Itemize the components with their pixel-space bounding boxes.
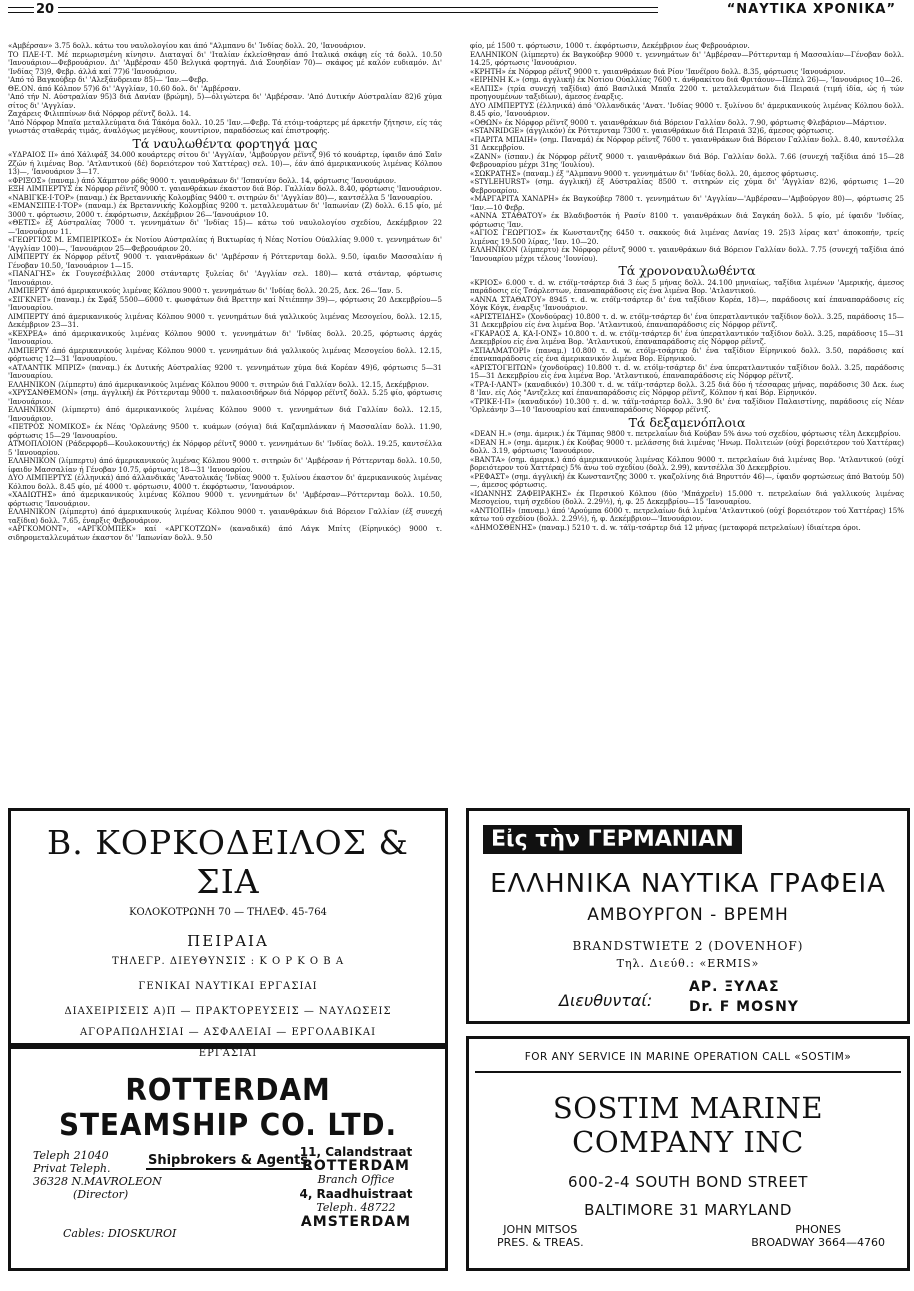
- ad-germany-telegraph: Τηλ. Διεύθ.: «ERMIS»: [616, 957, 760, 970]
- ad-rotterdam-name: ROTTERDAM STEAMSHIP CO. LTD.: [58, 1073, 398, 1143]
- ad-korkodeilos-services-3: ΑΓΟΡΑΠΩΛΗΣΙΑΙ — ΑΣΦΑΛΕΙΑΙ — ΕΡΓΟΛΑΒΙΚΑΙ: [79, 1027, 377, 1038]
- time-charter-entry: «ΑΝΝΑ ΣΤΑΘΑΤΟΥ» 8945 τ. d. w. ετόϊμ-τσάρτερ δι' ένα ταξίδιον Κορέα, 18)—, παράδοσις καί έπαναπαράδοσις είς Χόγκ Κόγκ, έναρξις 'Ιανουάριον.: [470, 294, 904, 312]
- charter-entry: «ΓΕΩΡΓΙΟΣ Μ. ΕΜΠΕΙΡΙΚΟΣ» έκ Νοτίου Αύστραλίας ή Βικτωρίας ή Νέας Νοτίου Ούαλλίας 9.000 τ. γεννημάτων δι' 'Αγγλίαν 100)—, 'Ιανουάριον 25—Φεβρουάριον 20.: [8, 235, 442, 253]
- charter-entry: «ΑΤΛΑΝΤΙΚ ΜΠΡΙΖ» (παναμ.) έκ Δυτικής Αύστραλίας 9200 τ. γεννημάτων χύμα διά Κορέαν 49)6, φόρτωσις 5—31 'Ιανουαρίου.: [8, 362, 442, 380]
- ad-rotterdam-contact-line: 36328 N.MAVROLEON: [33, 1175, 162, 1188]
- ad-rotterdam-office1-city: ROTTERDAM: [302, 1158, 410, 1174]
- ad-sostim-phones-number: BROADWAY 3664—4760: [751, 1236, 885, 1249]
- left-column: [8, 42, 442, 542]
- market-report-paragraph: «Αμβέρσαν» 3.75 δολλ. κάτω του ναυλολογίου και άπό "Αλμπανυ δι' Ίνδίας δολλ. 20, 'Ιανουάριον.: [8, 41, 366, 50]
- ad-germany-offices-title: ΕΛΛΗΝΙΚΑ ΝΑΥΤΙΚΑ ΓΡΑΦΕΙΑ: [490, 869, 886, 899]
- time-charter-entries: [470, 279, 904, 415]
- tanker-entry: «ΒΑΝΤΑ» (σημ. άμερικ.) άπό άμερικανικούς λιμένας Κόλπου 9000 τ. πετρελαίων διά λιμένας Βορ. 'Ατλαντικού (ούχί βορειότερον τού Χαττέρας) 5% άνω τού σχεδίου (δολλ. 2.99), καντσέλλα 30 Δεκεμβρίου.: [470, 454, 904, 472]
- charter-entry: «ΧΑΔΙΩΤΗΣ» άπό άμερικανικούς λιμένας Κόλπου 9000 τ. γεννημάτων δι' 'Αμβέρσαν—Ρόττερνταμ δολλ. 10.50, φόρτωσις 'Ιανουάριον.: [8, 490, 442, 508]
- ad-sostim-divider: [475, 1071, 901, 1073]
- ad-korkodeilos-name: Β. ΚΟΡΚΟΔΕΙΛΟΣ & ΣΙΑ: [47, 823, 409, 901]
- ad-sostim-address: 600-2-4 SOUTH BOND STREET: [568, 1173, 808, 1191]
- ad-germany-director-2: Dr. F MOSNY: [689, 999, 799, 1015]
- ad-germany-director-1: ΑΡ. ΞΥΛΑΣ: [689, 979, 780, 995]
- charter-entry: ΑΤΜΟΠΛΟΙΟΝ (Ράδερφορδ—Κουλοκουντής) έκ Νόρφορ ρέϊντζ 9000 τ. γεννημάτων δι' 'Ινδίας δολλ. 19.25, καντσέλλα 5 'Ιανουαρίου.: [8, 439, 442, 457]
- charter-entry: ΕΞΗ ΛΙΜΠΕΡΤΥΣ έκ Νόρφορ ρέϊντζ 9000 τ. γαιανθράκων έκαστον διά Βόρ. Γαλλίαν δολλ. 8.40, φόρτωσις 'Ιανουάριον.: [8, 184, 442, 193]
- ad-korkodeilos-city: ΠΕΙΡΑΙΑ: [187, 932, 269, 950]
- charter-entry: ΕΛΛΗΝΙΚΟΝ (λίμπερτυ) έκ Βαγκούβερ 9000 τ. γεννημάτων δι' 'Αμβέρσαν—Ρόττερνταμ ή Μασσαλίαν—Γένοβαν δολλ. 14.25, φόρτωσις 'Ιανουάριον.: [470, 49, 904, 67]
- ad-sostim-phones-label: PHONES: [795, 1223, 841, 1236]
- time-charter-entry: «ΓΚΑΡΑΟΣ Α. ΚΑ·Ι·ΟΝΣ» 10.800 τ. d. w. ετόϊμ-τσάρτερ δι' ένα ύπερατλαντικόν ταξίδιον δολλ. 3.25, παράδοσις 15—31 Δεκεμβρίου είς ένα λιμένα Βορ. 'Ατλαντικού, έπαναπαράδοσις είς Νόρφορ ρέϊντζ.: [470, 328, 904, 346]
- tanker-entry: «DEAN H.» (σημ. άμερικ.) έκ Τάμπας 9800 τ. πετρελαίων διά Κούβαν 5% άνω τού σχεδίου, φόρτωσις τέλη Δεκεμβρίου.: [470, 429, 901, 438]
- market-report-paragraph: ΤΟ ΠΛΕ·Ι·Τ. Μέ περιωρισμένη κίνησιν. Διαταγαί δι' 'Ιταλίαν έκλείσθησαν άπό Ιταλικά σκάφη είς τά δολλ. 10.50 'Ιανουάριον—Φεβρουάριον. Δι' 'Αμβέρσαν 450 Βελγικά φορτηγά. Διά Σουηδίαν 70)— σκάφος μέ καλόν ευδιαμόν. Δι' 'Ινδίας 73)9, Φεβρ. άλλά καί 77)6 'Ιανουάριον.: [8, 49, 442, 76]
- time-charter-entry: «ΑΡΙΣΤΕΙΔΗΣ» (Χονδούρας) 10.800 τ. d. w. ετόϊμ-τσάρτερ δι' ένα ύπερατλαντικόν ταξίδιον δολλ. 3.25, παράδοσις 15—31 Δεκεμβρίου είς ένα λιμένα Βορ. 'Ατλαντικού, έπαναπαράδοσις είς Νόρφορ ρέϊντζ.: [470, 311, 904, 329]
- section-title-tankers: Τά δεξαμενόπλοια: [628, 414, 746, 430]
- tanker-entry: «ΙΩΑΝΝΗΣ ΖΑΦΕΙΡΑΚΗΣ» έκ Περσικού Κόλπου (δύο 'Μπάχρεϊν) 15.000 τ. πετρελαίων διά γαλλικούς λιμένας Μεσογείου, τιμή σχεδίου (δολλ. 2.29½), ή, φ. 25 Δεκεμβρίου—15 'Ιανουαρίου.: [470, 488, 904, 506]
- charter-entry: ΛΙΜΠΕΡΤΥ άπό άμερικανικούς λιμένας Κόλπου 9000 τ. γεννημάτων διά γαλλικούς λιμένας Μεσογείου δολλ. 12.15, φόρτωσις 12—31 'Ιανουαρίου.: [8, 345, 442, 363]
- tanker-entries: [470, 430, 904, 532]
- ad-germany-offices: [466, 808, 910, 1024]
- ad-rotterdam-office2-tel: Teleph. 48722: [316, 1201, 396, 1214]
- charter-entry: ΕΛΛΗΝΙΚΟΝ (λίμπερτυ) άπό άμερικανικούς λιμένας Κόλπου 9000 τ. γεννημάτων διά Γαλλίαν δολλ. 12.15, 'Ιανουάριον.: [8, 405, 442, 423]
- charter-entry: ΕΛΛΗΝΙΚΟΝ (λίμπερτυ) άπό άμερικανικούς λιμένας Κόλπου 9000 τ. σιτηρών δι' 'Αμβέρσαν ή Ρόττερνταμ δολλ. 10.50, ίφαιδν Μασσαλίαν ή Γένοβαν 10.75, φόρτωσις 18—31 'Ιανουαρίου.: [8, 456, 442, 474]
- left-intro-block: [8, 42, 442, 136]
- ad-sostim-name: SOSTIM MARINE COMPANY INC: [552, 1091, 824, 1159]
- charter-entry: «ΝΑΒΙΓΚΕ·Ι·ΤΟΡ» (παναμ.) έκ Βρεταννικής Κολομβίας 9400 τ. σιτηρών δι' 'Αγγλίαν 80)—, καντσέλλα 5 'Ιανουαρίου.: [8, 192, 433, 202]
- right-intro-block: [470, 42, 904, 263]
- charter-entry: φίο, μέ 1500 τ. φόρτωσιν, 1000 τ. έκφόρτωσιν, Δεκέμβριον έως Φεβρουάριον.: [470, 41, 750, 50]
- charter-entry: «ΧΡΥΣΑΝΘΕΜΟΝ» (σημ. άγγλική) έκ Ρόττερνταμ 9000 τ. παλαιοσιδήρων διά Νόρφορ ρέϊντζ δολλ. 5.25 φίο, φόρτωσις 'Ιανουάριον.: [8, 388, 442, 406]
- charter-entry: «ΟΘΩΝ» έκ Νόρφορ ρέϊντζ 9000 τ. γαιανθράκων διά Βόρειον Γαλλίαν δολλ. 7.90, φόρτωσις Φλεβάριον—Μάρτιον.: [470, 117, 887, 127]
- time-charter-entry: «ΑΡΙΣΤΟΓΕΙΤΩΝ» (χονδούρας) 10.800 τ. d. w. ετόϊμ-τσάρτερ δι' ένα ύπερατλαντικόν ταξίδιον δολλ. 3.25, παράδοσις 15—31 Δεκεμβρίου είς ένα λιμένα Βορ. 'Ατλαντικού, έπαναπαράδοσις είς Νόρφορ ρέϊντζ.: [470, 362, 904, 380]
- tanker-entry: «DEAN H.» (σημ. άμερικ.) έκ Κούβας 9000 τ. μελάσσης διά λιμένας 'Ηνωμ. Πολιτειών (ούχί βορειότερον τού Χαττέρας) δολλ. 3.19, φόρτωσις 'Ιανουάριον.: [470, 437, 904, 455]
- charter-entry: ΕΛΛΗΝΙΚΟΝ (λίμπερτυ) άπό άμερικανικούς λιμένας Κόλπου 9000 τ. σιτηρών διά Γαλλίαν δολλ. 12.15, Δεκέμβριον.: [8, 379, 429, 389]
- publication-title: “ΝΑΥΤΙΚΑ ΧΡΟΝΙΚΑ”: [726, 2, 896, 17]
- charter-entry: «ΜΑΡΓΑΡΙΤΑ ΧΑΝΔΡΗ» έκ Βαγκούβερ 7800 τ. γεννημάτων δι' 'Αγγλίαν—'Αμβέρσαν—'Αμβούργον 80)—, φόρτωσις 25 'Ιαν.—10 Φεβρ.: [470, 194, 904, 212]
- charter-entry: «ΚΕΧΡΕΑ» άπό άμερικανικούς λιμένας Κόλπου 9000 τ. γεννημάτων δι' 'Ινδίας δολλ. 20.25, φόρτωσις άρχάς 'Ιανουαρίου.: [8, 328, 442, 346]
- charter-entry: «STANRIDGE» (άγγλικόν) έκ Ρόττερνταμ 7300 τ. γαιανθράκων διά Πειραιά 32)6, άμεσος φόρτωσις.: [470, 126, 834, 135]
- charter-entry: «ΕΙΡΗΝΗ Κ.» (σημ. άγγλική) έκ Νοτίου Ούαλλίας 7600 τ. άνθρακίτου διά Φριτάουν—Πέπελ 26)—, 'Ιανουάριος 10—26.: [470, 75, 903, 84]
- charter-entry: «ΠΑΝΑΓΗΣ» έκ Γουγεσέβιλλας 2000 στάνταρτς ξυλείας δι' 'Αγγλίαν σελ. 180)— κατά στάνταρ, φόρτωσις 'Ιανουάριον.: [8, 269, 442, 287]
- charter-entry: «ΣΙΓΚΝΕΤ» (παναμ.) έκ Σφάξ 5500—6000 τ. φωσφάτων διά Βρεττην καί Ντιέππην 39)—, φόρτωσις 20 Δεκεμβρίου—5 'Ιανουαρίου.: [8, 294, 442, 312]
- market-report-paragraph: Ζαχάρεις Φιλιππίνων διά Νόρφορ ρέϊντζ δολλ. 14.: [8, 109, 192, 118]
- tanker-entry: «ΡΕΦΑΣΤ» (σημ. άγγλική) έκ Κωνσταντζης 3000 τ. γκαζολίνης διά Βηρυττόν 46)—, ίφαιδν φορτώσεως άπό Βατούμ 50)—, άμεσος φόρτωσις.: [470, 471, 904, 489]
- ad-korkodeilos-telegraph: ΤΗΛΕΓΡ. ΔΙΕΥΘΥΝΣΙΣ : Κ Ο Ρ Κ Ο Β Α: [111, 956, 345, 967]
- ad-korkodeilos-services-4: ΕΡΓΑΣΙΑΙ: [198, 1048, 258, 1059]
- header-rule-center: [58, 7, 658, 13]
- tanker-entry: «ΔΗΜΟΣΘΕΝΗΣ» (παναμ.) 5210 τ. d. w. τάϊμ-τσάρτερ διά 12 μήνας (μεταφορά πετρελαίων) ίδιαίτερα όροι.: [470, 522, 861, 532]
- page-number: 20: [36, 2, 55, 17]
- ad-korkodeilos-services-1: ΓΕΝΙΚΑΙ ΝΑΥΤΙΚΑΙ ΕΡΓΑΣΙΑΙ: [138, 981, 318, 992]
- tanker-entry: «ΑΝΤΙΟΠΗ» (παναμ.) άπό 'Αρούμπα 6000 τ. πετρελαίων διά λιμένα 'Ατλαντικού (ούχί βορειότερον τού Χαττέρας) 15% κάτω τού σχεδίου (δολλ. 2.29½), ή, φ. Δεκέμβριον—'Ιανουάριον.: [470, 505, 904, 523]
- ad-rotterdam-contact: [33, 1149, 176, 1240]
- ad-sostim-person: [497, 1223, 584, 1249]
- charter-entry: «STYLEHURST» (σημ. άγγλική) έξ Αύστραλίας 8500 τ. σιτηρών είς χύμα δι' 'Αγγλίαν 82)6, φόρτωσις 1—20 Φεβρουαρίου.: [470, 177, 904, 195]
- ad-korkodeilos-address: ΚΟΛΟΚΟΤΡΩΝΗ 70 — ΤΗΛΕΦ. 45-764: [129, 907, 327, 918]
- ad-rotterdam-contact-line: Teleph 21040: [33, 1149, 109, 1162]
- charter-entry: «ΠΑΡΙΤΑ ΜΠΑΙΗ» (σημ. Παναμά) έκ Νόρφορ ρέϊντζ 7600 τ. γαιανθράκων διά Βόρειον Γαλλίαν δολλ. 8.40, καντσέλλα 31 Δεκεμβρίου.: [470, 134, 904, 152]
- ad-rotterdam-subtitle: Shipbrokers & Agents: [147, 1153, 309, 1168]
- ad-korkodeilos-services-2: ΔΙΑΧΕΙΡΙΣΕΙΣ Α)Π — ΠΡΑΚΤΟΡΕΥΣΕΙΣ — ΝΑΥΛΩΣΕΙΣ: [64, 1006, 392, 1017]
- charter-entry: ΛΙΜΠΕΡΤΥ άπό άμερικανικούς λιμένας Κόλπου 9000 τ. γεννημάτων δι' 'Ινδίας δολλ. 20.25, Δεκ. 26—'Ιαν. 5.: [8, 286, 403, 295]
- ad-sostim-person-role: PRES. & TREAS.: [497, 1236, 584, 1249]
- ad-sostim-top-line: FOR ANY SERVICE IN MARINE OPERATION CALL «SOSTIM»: [524, 1051, 852, 1063]
- charter-entry: «ΑΓΙΟΣ ΓΕΩΡΓΙΟΣ» έκ Κωνσταντζης 6450 τ. σακκούς διά λιμένας Δανίας 19. 25)3 λίρας κατ' άποκοπήν, τρείς λιμένας 19.500 λίρας, 'Ιαν. 10—20.: [470, 228, 904, 246]
- charter-entry: «ΑΝΝΑ ΣΤΑΘΑΤΟΥ» έκ Βλαδιβοστόκ ή Ρασίν 8100 τ. γαιανθράκων διά Σαγκάη δολλ. 5 φίο, μέ ίφαιδν 'Ινδίας, φόρτωσις 'Ιαν.: [470, 211, 904, 229]
- time-charter-entry: «ΣΠΑΛΜΑΤΟΡΙ» (παναμ.) 10.800 τ. d. w. ετόϊμ-τσάρτερ δι' ένα ταξίδιον Είρηνικού δολλ. 3.50, παράδοσις καί έπαναπαράδοσις είς ένα άμερικανικόν λιμένα Βορ. Είρηνικού.: [470, 345, 904, 363]
- ad-rotterdam-office2-city: AMSTERDAM: [300, 1214, 412, 1230]
- ad-germany-headline: Εἰς τὴν ΓΕΡΜΑΝΙΑΝ: [483, 825, 742, 854]
- ad-sostim-marine: [466, 1036, 910, 1271]
- ad-germany-directors-label: Διευθυνταί:: [559, 991, 653, 1010]
- market-report-paragraph: 'Από τήν Ν. Αύστραλίαν 95)3 διά Δανίαν (βρώμη), 5)—όλιγώτερα δι' 'Αμβέρσαν. 'Από Δυτικήν Αύστραλίαν 82)6 χύμα σίτος δι' 'Αγγλίαν.: [8, 92, 442, 110]
- ad-germany-cities: ΑΜΒΟΥΡΓΟΝ - ΒΡΕΜΗ: [587, 905, 789, 925]
- market-report-paragraph: 'Από τό Βαγκούβερ δι' 'Αλεξάνδρειαν 85)— 'Ιαν.—Φεβρ.: [8, 75, 209, 84]
- ad-sostim-person-name: JOHN MITSOS: [503, 1223, 578, 1236]
- ad-germany-address: BRANDSTWIETE 2 (DOVENHOF): [572, 939, 804, 953]
- charter-entry: ΔΥΟ ΛΙΜΠΕΡΤΥΣ (έλληνικά) άπό άλλανδικάς 'Ανατολικάς 'Ινδίας 9000 τ. ξυλίνου έκαστον δι' άμερικανικούς λιμένας Κόλπου δολλ. 8.45 φίο, μέ 4000 τ. φόρτωσιν, 4000 τ. έκφόρτωσιν, 'Ιανουάριον.: [8, 473, 442, 491]
- time-charter-entry: «ΤΡΙΚΕ·Ι·Π» (καναδικόν) 10.300 τ. d. w. τάϊμ-τσάρτερ δολλ. 3.90 δι' ένα ταξίδιον Παλαιστίνης, παράδοσις είς Νέαν 'Ορλεάνην 3—10 'Ιανουαρίου καί έπαναπαράδοσις Νόρφορ ρέϊντζ.: [470, 396, 904, 414]
- time-charter-entry: «ΚΡΙΟΣ» 6.000 τ. d. w. ετόϊμ-τσάρτερ διά 3 έως 5 μήνας δολλ. 24.100 μηνιαίως, ταξίδια λιμένων 'Αμερικής, άμεσος παράδοσις είς Τσάρλεστων, έπαναπαράδοσις είς ένα λιμένα Βορ. 'Ατλαντικού.: [470, 277, 904, 295]
- ad-rotterdam-contact-line: (Director): [73, 1188, 129, 1201]
- charter-entry: «ΥΔΡΑΙΟΣ ΙΙ» άπό Χάλιφάξ 34.000 κουάρτερς σίτου δι' 'Αγγλίαν, 'Αμβούργον ρέϊντζ 9)6 τό κουάρτερ, ίφαιδν άπό Σαϊν Ζζών ή λιμένας Βορ. 'Ατλαντικού (δέ) δορειότερον τού Χαττέρας) σελ. 10)—, έάν άπό άμερικανικούς λιμένας Κόλπου 13)—, 'Ιανουάριον 3—17.: [8, 150, 442, 176]
- time-charter-entry: «ΤΡΑ·Ι·ΛΑΝΤ» (καναδικόν) 10.300 τ. d. w. τάϊμ-τσάρτερ δολλ. 3.25 διά δύο ή τέσσαρας μήνας, παράδοσις 30 Δεκ. έως 8 'Ιαν. είς Λός "Αντζελες καί έπαναπαράδοσις είς Νόρφορ ρέϊντζ, Κόλπον ή καί Βόρ. Είρηνικόν.: [470, 379, 904, 397]
- charter-entry: «ΘΕΤΙΣ» έξ Αύστραλίας 7000 τ. γεννημάτων δι' 'Ινδίας 15)— κάτω τού ναυλολογίου σχεδίου, Δεκέμβριον 22—'Ιανουάριον 11.: [8, 218, 442, 236]
- charter-entry: ΕΛΛΗΝΙΚΟΝ (λίμπερτυ) άπό άμερικανικούς λιμένας Κόλπου 9000 τ. γαιανθράκων διά Βόρειον Γαλλίαν (έξ συνεχή ταξίδια) δολλ. 7.65, έναρξις Φεβρουάριον.: [8, 507, 442, 525]
- charter-entry: «ΕΜΑΝΣΙΠΕ·Ι·ΤΟΡ» (παναμ.) έκ Βρεταννικής Κολομβίας 9200 τ. μεταλλευμάτων δι' 'Ιαπωνίαν (Ζ) δολλ. 6.15 φίο, μέ 3000 τ. φόρτωσιν, 2000 τ. έκφόρτωσιν, Δεκέμβριον 26—'Ιανουάριον 10.: [8, 201, 442, 219]
- ad-rotterdam-steamship: [8, 1046, 448, 1271]
- charter-entry: «ΚΡΗΤΗ» έκ Νόρφορ ρέϊντζ 9000 τ. γαιανθράκων διά Ρίον 'Ιανέϊρου δολλ. 8.35, φόρτωσις 'Ιανουάριον.: [470, 66, 846, 76]
- section-title-chartered-cargo: Τά ναυλωθέντα φορτηγά μας: [132, 135, 318, 151]
- charter-entry: «ΖΑΝΝ» (ίσπαν.) έκ Νόρφορ ρέϊντζ 9000 τ. γαιανθράκων διά Βόρ. Γαλλίαν δολλ. 7.66 (συνεχή ταξίδια άπό 15—28 Φεβρουαρίου μέχρι 31ης 'Ιουλίου).: [470, 151, 904, 169]
- market-report-paragraph: ΘΕ.ΟΝ. άπό Κόλπον 57)6 δι' 'Αγγλίαν, 10.60 δολ. δι' 'Αμβέρσαν.: [8, 83, 241, 93]
- charter-entry: «ΑΡΓΚΟΜΟΝΤ», «ΑΡΓΚΟΜΠΕΚ» καί «ΑΡΓΚΟΤΖΩΝ» (καναδικά) άπό Λάγκ Μπίτς (Είρηνικός) 9000 τ. σιδηρομεταλλευμάτων έκαστον δι' 'Ιαπωνίαν δολλ. 9.50: [8, 524, 442, 542]
- page-header: [0, 0, 914, 22]
- ad-sostim-city: BALTIMORE 31 MARYLAND: [584, 1201, 792, 1219]
- ad-rotterdam-office1-street: 11, Calandstraat: [299, 1145, 413, 1159]
- right-column: [470, 42, 904, 532]
- ad-rotterdam-cables: Cables: DIOSKUROI: [63, 1227, 177, 1240]
- ad-rotterdam-offices: [281, 1145, 431, 1229]
- charter-entry: «ΠΕΤΡΟΣ ΝΟΜΙΚΟΣ» έκ Νέας 'Ορλεάνης 9500 τ. κυάμων (σόγια) διά Καζαμπλάνκαν ή Μασσαλίαν δολλ. 11.90, φόρτωσις 15—29 'Ιανουαρίου.: [8, 422, 442, 440]
- ad-sostim-phones: [751, 1223, 885, 1249]
- market-report-paragraph: 'Από Νόρφορ Μπαϊα μεταλλεύματα διά Τάκόμα δολλ. 10.25 'Ιαν.—Φεβρ. Τά ετόιμ-τοάρτερς μέ άρκετήν ζήτησιν, είς τάς γνωστάς σταθεράς τιμάς, άναλόγως μεγέθους, κουντίριον, παραδόσεως καί έπιστροφής.: [8, 117, 442, 135]
- ad-rotterdam-contact-line: Privat Teleph.: [33, 1162, 111, 1175]
- charter-entry: «ΕΛΠΙΣ» (τρία συνεχή ταξίδια) άπό Βασιλικά Μπαΐα 2200 τ. μεταλλευμάτων διά Πειραιά (τιμή ίδία, ώς ή τών προηγουμένων ταξιδίων), άμεσος έναρξις.: [470, 83, 904, 101]
- charter-entry: «ΣΩΚΡΑΤΗΣ» (παναμ.) έξ "Αλμπανυ 9000 τ. γεννημάτων δι' 'Ινδίας δολλ. 20, άμεσος φόρτωσις.: [470, 168, 819, 178]
- charter-entry: ΛΙΜΠΕΡΤΥ έκ Νόρφορ ρέϊντζ 9000 τ. γαιανθράκων δι' 'Αμβέρσαν ή Ρόττερνταμ δολλ. 9.50, ίφαιδν Μασσαλίαν ή Γένοβαν 10.50, 'Ιανουάριον 1—15.: [8, 252, 442, 270]
- ad-rotterdam-office2-street: 4, Raadhuistraat: [299, 1187, 413, 1201]
- charter-entry: ΛΙΜΠΕΡΤΥ άπό άμερικανικούς λιμένας Κόλπου 9000 τ. γεννημάτων διά γαλλικούς λιμένας Μεσογείου, δολλ. 12.15, Δεκέμβριον 23—31.: [8, 311, 442, 329]
- header-rule-left: [8, 7, 34, 13]
- charter-entry: «ΦΡΙΞΟΣ» (παναμ.) άπό Χάμπτον ρόδς 9000 τ. γαιανθράκων δι' 'Ισπανίαν δολλ. 14, φόρτωσις 'Ιανουάριον.: [8, 175, 397, 185]
- ad-korkodeilos: [8, 808, 448, 1059]
- charter-entry: ΔΥΟ ΛΙΜΠΕΡΤΥΣ (έλληνικά) άπό 'Ολλανδικάς 'Ανατ. 'Ινδίας 9000 τ. ξυλίνου δι' άμερικανικούς λιμένας Κόλπου δολλ. 8.45 φίο, 'Ιανουάριον.: [470, 100, 904, 118]
- section-title-time-charters: Τά χρονοναυλωθέντα: [618, 263, 756, 278]
- ad-rotterdam-branch-label: Branch Office: [317, 1173, 395, 1186]
- charter-entry: ΕΛΛΗΝΙΚΟΝ (λίμπερτυ) έκ Νόρφορ ρέϊντζ 9000 τ. γαιανθράκων διά Βόρειον Γαλλίαν δολλ. 7.75 (συνεχή ταξίδια άπό 'Ιανουαρίου μέχρι τέλους 'Ιουνίου).: [470, 245, 904, 263]
- left-entries-block: [8, 151, 442, 542]
